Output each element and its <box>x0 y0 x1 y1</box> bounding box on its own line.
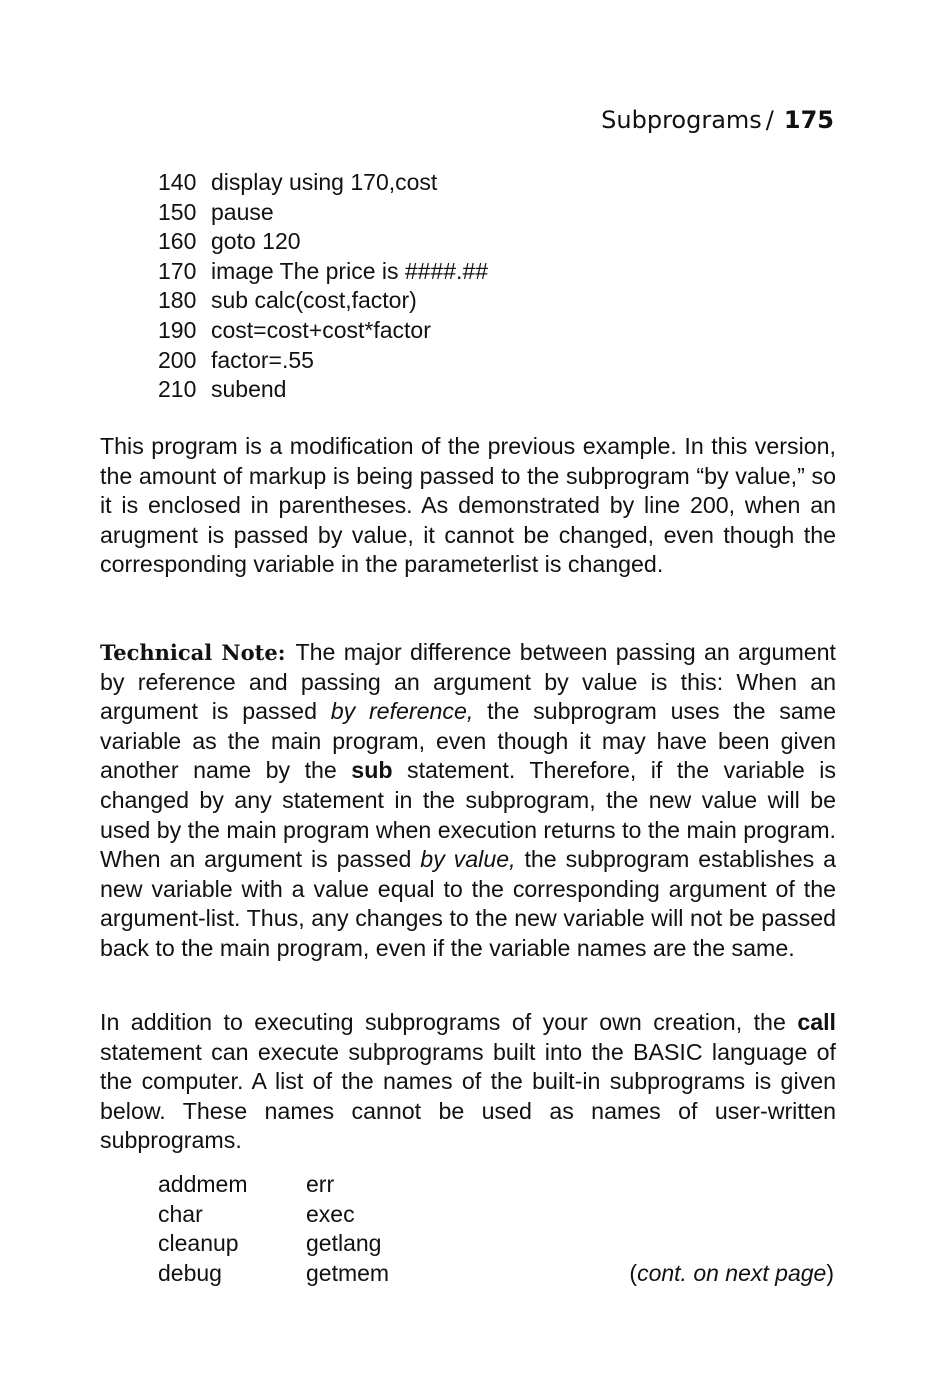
paragraph-text: In addition to executing subprograms of your own creation, the <box>100 1009 798 1035</box>
code-line <box>158 316 488 346</box>
code-line <box>158 257 488 287</box>
keyword-call: call <box>797 1009 836 1035</box>
code-listing <box>158 168 488 405</box>
code-line <box>158 198 488 228</box>
code-line <box>158 346 488 376</box>
code-line <box>158 227 488 257</box>
list-row <box>158 1229 389 1259</box>
running-header <box>601 106 834 134</box>
note-text: The major difference between passing an argument by reference and passing an argument by value is this: When an argument is passed <box>100 639 837 725</box>
paren-open: ( <box>629 1260 638 1286</box>
code-text: cost=cost+cost*factor <box>211 316 431 343</box>
builtin-subprogram-list <box>158 1170 389 1288</box>
list-row <box>158 1170 389 1200</box>
list-row <box>158 1259 389 1289</box>
code-text: pause <box>211 198 274 225</box>
paragraph-by-value-example: This program is a modification of the previous example. In this version, the amount of markup is being passed to the subprogram “by value,” so it is enclosed in parentheses. As demonstrated by line 200, when an arugment is passed by value, it cannot be changed, even though the corresponding variable in the parameterlist is changed. <box>100 433 836 578</box>
note-text: statement. Therefore, if the variable is changed by any statement in the subprogram, the new value will be used by the main program when execution returns to the main program. When an argument is passed <box>100 757 836 873</box>
continuation-note <box>629 1259 834 1289</box>
code-text: image The price is ####.## <box>211 257 489 284</box>
technical-note <box>100 638 836 964</box>
emphasis-by-value: by value, <box>420 846 516 873</box>
line-number: 180 <box>158 287 197 314</box>
line-number: 170 <box>158 257 197 284</box>
note-text: the subprogram establishes a new variable with a value equal to the corresponding argument of the argument-list. Thus, any changes to the new variable will not be passed back to the main program, even if the variable names are the same. <box>100 846 836 961</box>
section-title: Subprograms <box>601 106 762 134</box>
code-line <box>158 286 488 316</box>
subprogram-name: char <box>158 1200 203 1227</box>
line-number: 210 <box>158 376 197 403</box>
subprogram-name: cleanup <box>158 1230 239 1257</box>
technical-note-label: Technical Note: <box>100 640 286 665</box>
line-number: 140 <box>158 169 197 195</box>
subprogram-name: addmem <box>158 1171 248 1197</box>
emphasis-by-reference: by reference, <box>330 698 474 725</box>
code-text: display using 170,cost <box>211 169 438 195</box>
subprogram-name: err <box>306 1171 335 1197</box>
code-line <box>158 375 488 405</box>
code-text: factor=.55 <box>211 346 314 373</box>
subprogram-name: exec <box>306 1200 355 1227</box>
subprogram-name: getmem <box>306 1259 390 1286</box>
continuation-text: cont. on next page <box>637 1260 827 1286</box>
note-text: the subprogram uses the same variable as the main program, even though it may have been given another name by the <box>100 698 836 784</box>
line-number: 150 <box>158 198 197 225</box>
paragraph-builtin-subprograms <box>100 1008 836 1156</box>
code-text: goto 120 <box>211 228 301 255</box>
code-text: subend <box>211 376 287 403</box>
subprogram-name: getlang <box>306 1230 382 1257</box>
paragraph-text: statement can execute subprograms built into the BASIC language of the computer. A list of the names of the built-in subprograms is given below. These names cannot be used as names of user-written subprograms. <box>100 1038 836 1154</box>
list-row <box>158 1200 389 1230</box>
code-line <box>158 168 488 198</box>
paren-close: ) <box>826 1260 834 1286</box>
line-number: 200 <box>158 346 197 373</box>
code-text: sub calc(cost,factor) <box>211 287 417 314</box>
keyword-sub: sub <box>351 757 393 784</box>
header-separator: / <box>765 106 774 134</box>
subprogram-name: debug <box>158 1259 222 1286</box>
line-number: 160 <box>158 228 197 255</box>
line-number: 190 <box>158 316 197 343</box>
page-number: 175 <box>783 106 834 134</box>
